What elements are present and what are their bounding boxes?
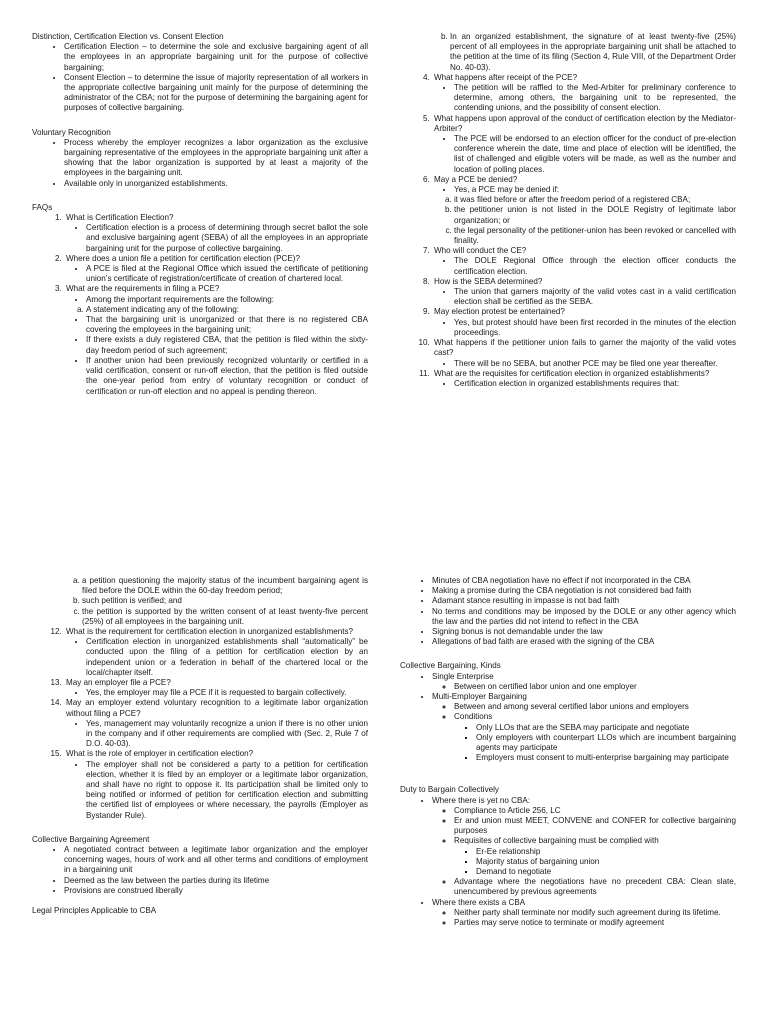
faq-item [64, 678, 368, 698]
faq-answer: • If another union had been previously recognized voluntarily or certified in a valid certification, consent or run-off election, that the petition is filed outside the one-year period from entry of voluntary recognition or conduct of certification or run-off election and no appeal is pending thereon. [86, 356, 368, 397]
faq-answer: • Certification election in organized establishments requires that: [454, 379, 736, 389]
faq-question: What are the requirements in filing a PCE? [66, 284, 220, 294]
duty-list [400, 796, 736, 929]
section-heading-faqs: FAQs [32, 202, 53, 212]
alpha-item: c. the petition is supported by the written consent of at least twenty-five percent (25%) of all employees in the bargaining unit. [82, 607, 368, 627]
list-item: ◦ Er and union must MEET, CONVENE and CONFER for collective bargaining purposes [454, 816, 736, 836]
upper-left-column [32, 32, 368, 397]
list-item: • Adamant stance resulting in impasse is not bad faith [432, 596, 736, 606]
section-heading-distinction: Distinction, Certification Election vs. Consent Election [32, 32, 224, 41]
list-item: • Minutes of CBA negotiation have no effect if not incorporated in the CBA [432, 576, 736, 586]
alpha-item: b. such petition is verified; and [82, 596, 368, 606]
section-heading-voluntary-recognition: Voluntary Recognition [32, 127, 111, 137]
distinction-list [32, 42, 368, 113]
faq-answer: • Among the important requirements are the following: [86, 295, 368, 305]
faq-answer: • Yes, the employer may file a PCE if it is requested to bargain collectively. [86, 688, 368, 698]
faq-question: What is the role of employer in certification election? [66, 749, 254, 759]
voluntary-list [32, 138, 368, 189]
faq-item [432, 114, 736, 175]
list-item [432, 692, 736, 763]
list-item: • Certification Election – to determine the sole and exclusive bargaining agent of all the employees in an appropriate bargaining unit for the purpose of collective bargaining; [64, 42, 368, 73]
faq-question: What is the requirement for certification election in unorganized establishments? [66, 627, 354, 637]
faq-answer: • There will be no SEBA, but another PCE may be filed one year thereafter. [454, 359, 736, 369]
faq-question: What happens if the petitioner union fails to garner the majority of the valid votes cast? [434, 338, 736, 358]
lower-right-column [400, 576, 736, 928]
faq-item [64, 254, 368, 285]
faq-answer: • The union that garners majority of the valid votes cast in a valid certification election shall be certified as the SEBA. [454, 287, 736, 307]
faq-question: May an employer file a PCE? [66, 678, 171, 688]
list-item [432, 672, 736, 692]
faq-item [432, 246, 736, 277]
list-item: ▪ Demand to negotiate [476, 867, 736, 877]
faq-answer: • Certification election is a process of determining through secret ballot the sole and exclusive bargaining agent (SEBA) of all the employees in an appropriate bargaining unit for the purpose of collective bargaining. [86, 223, 368, 254]
faq-question: What happens after receipt of the PCE? [434, 72, 578, 82]
list-item: ◦ Parties may serve notice to terminate or modify agreement [454, 918, 736, 928]
faq-answer: • Yes, but protest should have been first recorded in the minutes of the election proceedings. [454, 318, 736, 338]
lower-left-column [32, 576, 368, 916]
faq-question: May an employer extend voluntary recognition to a legitimate labor organization without filing a PCE? [66, 698, 368, 718]
section-heading-kinds: Collective Bargaining, Kinds [400, 661, 501, 671]
faq-answer: • Yes, management may voluntarily recognize a union if there is no other union in the company and if other requirements are complied with (Sec. 2, Rule 7 of D.O. 40-03). [86, 719, 368, 750]
cba-exists-label: Where there exists a CBA [432, 897, 526, 907]
faq-item [64, 284, 368, 396]
faq-answer: • Certification election in unorganized establishments shall “automatically” be conducted upon the filing of a petition for certification election by an independent union or a federation in behalf of the chartered local or the local/chapter itself. [86, 637, 368, 678]
list-item: • Process whereby the employer recognizes a labor organization as the exclusive bargaining representative of the employees in the appropriate bargaining unit after a showing that the labor organization is supported by at least a majority of the employees in the bargaining unit. [64, 138, 368, 179]
faq-item [432, 175, 736, 246]
list-item: • Available only in unorganized establishments. [64, 179, 368, 189]
alpha-item: a. A statement indicating any of the following: [86, 305, 368, 315]
list-item [432, 898, 736, 929]
section-heading-duty-to-bargain: Duty to Bargain Collectively [400, 785, 499, 795]
faq-answer: • A PCE is filed at the Regional Office which issued the certificate of petitioning union’s certificate of registration/certificate of creation of chartered local. [86, 264, 368, 284]
alpha-item: a. a petition questioning the majority status of the incumbent bargaining agent is filed before the DOLE within the 60-day freedom period; [82, 576, 368, 596]
faq-item [432, 73, 736, 114]
principles-list [400, 576, 736, 647]
list-item: ◦ Compliance to Article 256, LC [454, 806, 736, 816]
kinds-list [400, 672, 736, 764]
conditions-label: Conditions [454, 712, 493, 722]
alpha-item: b. In an organized establishment, the signature of at least twenty-five (25%) percent of all employees in the appropriate bargaining unit shall be attached to the petition at the time of its filing (Section 4, Rule VIII, of the Department Order No. 40-03). [450, 32, 736, 73]
faq-item [64, 749, 368, 820]
list-item: ▪ Only employers with counterpart LLOs which are incumbent bargaining agents may participate [476, 733, 736, 753]
faq-question: What is Certification Election? [66, 213, 174, 223]
list-item: ◦ Neither party shall terminate nor modify such agreement during its lifetime. [454, 908, 736, 918]
list-item: • Signing bonus is not demandable under the law [432, 627, 736, 637]
alpha-item: c. the legal personality of the petitioner-union has been revoked or cancelled with finality. [454, 226, 736, 246]
list-item: ▪ Employers must consent to multi-enterprise bargaining may participate [476, 753, 736, 763]
no-cba-label: Where there is yet no CBA: [432, 795, 531, 805]
faq11-requisites-list [32, 576, 368, 627]
faq-question: Who will conduct the CE? [434, 246, 527, 256]
list-item: • No terms and conditions may be imposed by the DOLE or any other agency which the law and the parties did not intend to reflect in the CBA [432, 607, 736, 627]
faq-item [432, 369, 736, 389]
upper-right-column [400, 32, 736, 389]
faq-question: May a PCE be denied? [434, 174, 518, 184]
list-item: • Provisions are construed liberally [64, 886, 368, 896]
list-item: • A negotiated contract between a legitimate labor organization and the employer concerning wages, hours of work and all other terms and conditions of employment in a bargaining unit [64, 845, 368, 876]
list-item: ◦ Advantage where the negotiations have no precedent CBA: Clean slate, unencumbered by previous agreements [454, 877, 736, 897]
list-item: ▪ Majority status of bargaining union [476, 857, 736, 867]
list-item: • Consent Election – to determine the issue of majority representation of all workers in the appropriate collective bargaining unit mainly for the purpose of determining the administrator of the CBA; not for the purpose of determining the bargaining agent for purposes of collective bargaining. [64, 73, 368, 114]
faq3-continued-list [400, 32, 736, 73]
faq-answer: • The PCE will be endorsed to an election officer for the conduct of pre-election conference wherein the date, time and place of election will be identified, the list of challenged and eligible voters will be made, as well as the number and location of polling places. [454, 134, 736, 175]
faq-question: Where does a union file a petition for certification election (PCE)? [66, 253, 300, 263]
list-item: ◦ Between and among several certified labor unions and employers [454, 702, 736, 712]
requisites-label: Requisites of collective bargaining must be complied with [454, 836, 659, 846]
faq-item [64, 213, 368, 254]
list-item: • Making a promise during the CBA negotiation is not considered bad faith [432, 586, 736, 596]
faq-answer: • Yes, a PCE may be denied if: [454, 185, 736, 195]
kind-multi-employer: Multi-Employer Bargaining [432, 692, 527, 702]
faq-question: May election protest be entertained? [434, 307, 565, 317]
faq-item [64, 698, 368, 749]
alpha-item: b. the petitioner union is not listed in the DOLE Registry of legitimate labor organization; or [454, 205, 736, 225]
list-item: ▪ Only LLOs that are the SEBA may participate and negotiate [476, 723, 736, 733]
section-heading-legal-principles: Legal Principles Applicable to CBA [32, 906, 157, 916]
kind-single-enterprise: Single Enterprise [432, 671, 494, 681]
faq-question: What happens upon approval of the conduct of certification election by the Mediator-Arbiter? [434, 113, 736, 133]
list-item: ▪ Er-Ee relationship [476, 847, 736, 857]
faq-answer: • The petition will be raffled to the Med-Arbiter for preliminary conference to determine, among others, the bargaining unit to be represented, the contending unions, and the possibility of consent election. [454, 83, 736, 114]
list-item: • Deemed as the law between the parties during its lifetime [64, 876, 368, 886]
faq-question: How is the SEBA determined? [434, 276, 543, 286]
faq-item [432, 307, 736, 338]
section-heading-cba: Collective Bargaining Agreement [32, 834, 150, 844]
faq-item [64, 627, 368, 678]
faq-answer: • The DOLE Regional Office through the election officer conducts the certification election. [454, 256, 736, 276]
cba-list [32, 845, 368, 896]
list-item: • Allegations of bad faith are erased with the signing of the CBA [432, 637, 736, 647]
faq-list-continued [32, 627, 368, 821]
list-item [432, 796, 736, 898]
faq-item [432, 277, 736, 308]
list-item [454, 836, 736, 877]
list-item: ◦ Between on certified labor union and one employer [454, 682, 736, 692]
alpha-item: a. it was filed before or after the freedom period of a registered CBA; [454, 195, 736, 205]
faq-list-continued [400, 73, 736, 389]
faq-question: What are the requisites for certification election in organized establishments? [434, 368, 710, 378]
faq-answer: • That the bargaining unit is unorganized or that there is no registered CBA covering the employees in the bargaining unit; [86, 315, 368, 335]
faq-list [32, 213, 368, 397]
faq-item [432, 338, 736, 369]
list-item [454, 712, 736, 763]
faq-answer: • If there exists a duly registered CBA, that the petition is filed within the sixty-day freedom period of such agreement; [86, 335, 368, 355]
faq-answer: • The employer shall not be considered a party to a petition for certification election, whether it is filed by an employer or a legitimate labor organization, and shall have no right to oppose it. Its participation shall be limited only to being notified or informed of petition for certification election and submitting the certified list of employees or where necessary, the payrolls (Employer as Bystander Rule). [86, 760, 368, 821]
